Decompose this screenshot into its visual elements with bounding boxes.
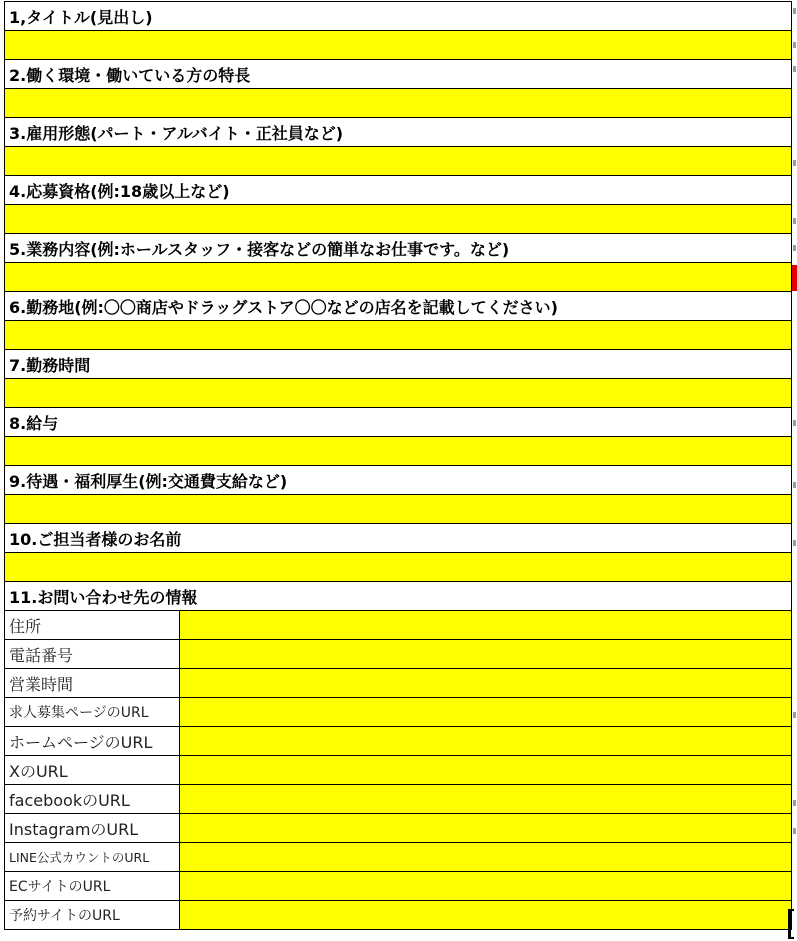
section-header-job-description[interactable]: 5.業務内容(例:ホールスタッフ・接客などの簡単なお仕事です。など)	[5, 234, 792, 263]
contact-value-business-hours[interactable]	[180, 669, 792, 698]
adjacent-cell-fragment	[793, 712, 796, 718]
input-cell-qualifications[interactable]	[5, 205, 792, 234]
section-header-contact-info[interactable]: 11.お問い合わせ先の情報	[5, 582, 792, 611]
input-cell-benefits[interactable]	[5, 495, 792, 524]
contact-label-ec-site-url[interactable]: ECサイトのURL	[5, 872, 180, 901]
adjacent-cell-fragment	[793, 42, 796, 48]
contact-value-recruit-url[interactable]	[180, 698, 792, 727]
contact-label-phone[interactable]: 電話番号	[5, 640, 180, 669]
adjacent-cell-fragment	[793, 245, 796, 251]
section-header-work-location[interactable]: 6.勤務地(例:〇〇商店やドラッグストア〇〇などの店名を記載してください)	[5, 292, 792, 321]
selection-bracket	[788, 909, 794, 939]
input-cell-contact-person[interactable]	[5, 553, 792, 582]
input-cell-employment-type[interactable]	[5, 147, 792, 176]
section-header-benefits[interactable]: 9.待遇・福利厚生(例:交通費支給など)	[5, 466, 792, 495]
job-posting-form-grid	[4, 1, 792, 930]
contact-label-business-hours[interactable]: 営業時間	[5, 669, 180, 698]
contact-label-homepage-url[interactable]: ホームページのURL	[5, 727, 180, 756]
section-header-qualifications[interactable]: 4.応募資格(例:18歳以上など)	[5, 176, 792, 205]
input-cell-job-description[interactable]	[5, 263, 792, 292]
input-cell-work-location[interactable]	[5, 321, 792, 350]
contact-label-address[interactable]: 住所	[5, 611, 180, 640]
contact-label-x-url[interactable]: XのURL	[5, 756, 180, 785]
adjacent-cell-fragment	[793, 218, 796, 224]
input-cell-work-hours[interactable]	[5, 379, 792, 408]
contact-label-facebook-url[interactable]: facebookのURL	[5, 785, 180, 814]
adjacent-cell-fragment	[793, 420, 796, 426]
contact-label-instagram-url[interactable]: InstagramのURL	[5, 814, 180, 843]
contact-value-facebook-url[interactable]	[180, 785, 792, 814]
input-cell-work-environment[interactable]	[5, 89, 792, 118]
contact-value-ec-site-url[interactable]	[180, 872, 792, 901]
section-header-title[interactable]: 1,タイトル(見出し)	[5, 2, 792, 31]
input-cell-title[interactable]	[5, 31, 792, 60]
input-cell-salary[interactable]	[5, 437, 792, 466]
section-header-employment-type[interactable]: 3.雇用形態(パート・アルバイト・正社員など)	[5, 118, 792, 147]
contact-label-reservation-url[interactable]: 予約サイトのURL	[5, 901, 180, 930]
adjacent-cell-fragment	[793, 160, 796, 166]
adjacent-cell-fragment	[793, 66, 796, 72]
section-header-salary[interactable]: 8.給与	[5, 408, 792, 437]
adjacent-cell-fragment	[793, 540, 796, 546]
adjacent-cell-fragment	[793, 8, 796, 14]
contact-value-address[interactable]	[180, 611, 792, 640]
contact-label-recruit-url[interactable]: 求人募集ページのURL	[5, 698, 180, 727]
adjacent-cell-fragment	[793, 482, 796, 488]
section-header-contact-person[interactable]: 10.ご担当者様のお名前	[5, 524, 792, 553]
contact-value-line-url[interactable]	[180, 843, 792, 872]
adjacent-cell-red-marker	[792, 265, 797, 291]
contact-value-phone[interactable]	[180, 640, 792, 669]
contact-value-instagram-url[interactable]	[180, 814, 792, 843]
contact-value-reservation-url[interactable]	[180, 901, 792, 930]
contact-value-x-url[interactable]	[180, 756, 792, 785]
section-header-work-hours[interactable]: 7.勤務時間	[5, 350, 792, 379]
adjacent-cell-fragment	[793, 828, 796, 834]
section-header-work-environment[interactable]: 2.働く環境・働いている方の特長	[5, 60, 792, 89]
adjacent-cell-fragment	[793, 800, 796, 806]
contact-value-homepage-url[interactable]	[180, 727, 792, 756]
contact-label-line-url[interactable]: LINE公式カウントのURL	[5, 843, 180, 872]
